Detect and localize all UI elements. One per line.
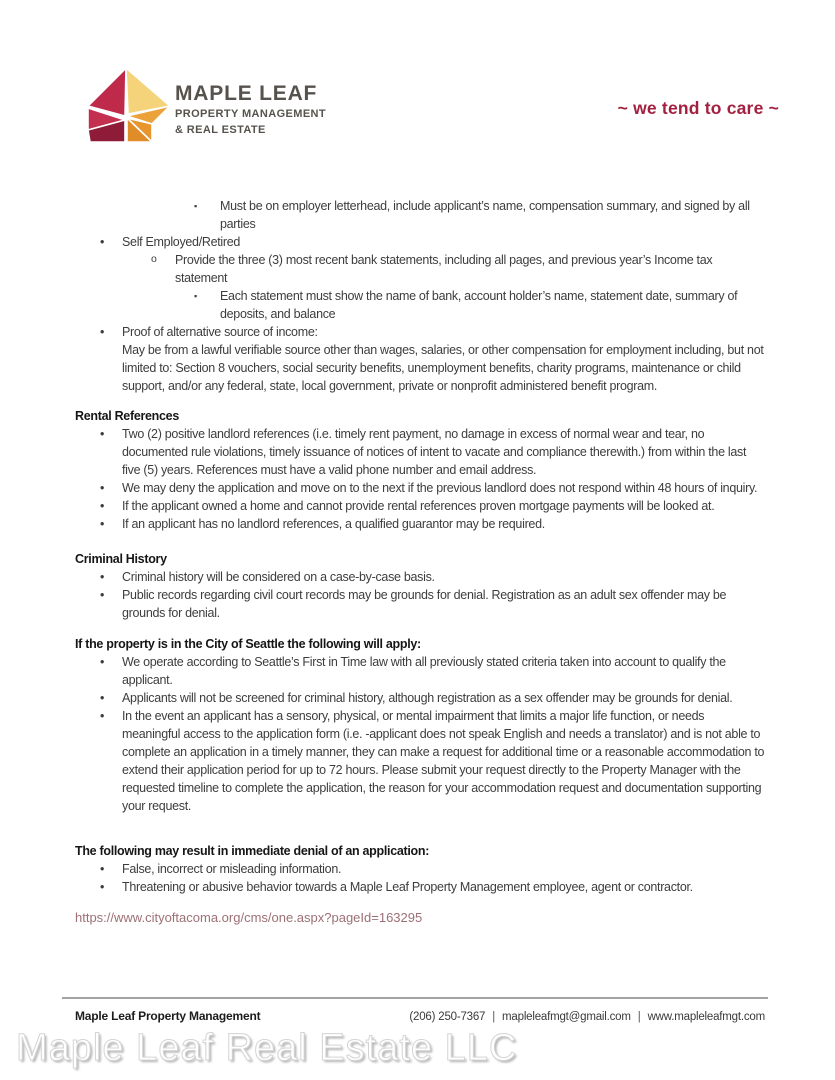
brand-subtitle-1: PROPERTY MANAGEMENT [175,108,327,120]
section-heading-city-of-seattle: If the property is in the City of Seattle the following will apply: [75,637,421,651]
brand-name: MAPLE LEAF [175,82,318,105]
list-item: o Provide the three (3) most recent bank statements, including all pages, and previous year’s Income tax statement [75,251,765,287]
footer-contact [409,1011,765,1023]
city-of-tacoma-link[interactable]: https://www.cityoftacoma.org/cms/one.aspx?pageId=163295 [75,910,423,925]
list-item: • Two (2) positive landlord references (i.e. timely rent payment, no damage in excess of normal wear and tear, no documented rule violations, timely issuance of notices of intent to vacate and compliance therewith.) from within the last five (5) years. References must have a valid phone number and email address. [75,425,765,479]
footer-separator: | [637,1011,641,1023]
list-item: • Public records regarding civil court records may be grounds for denial. Registration as an adult sex offender may be grounds for denial. [75,586,765,622]
list-item: ▪ Must be on employer letterhead, include applicant’s name, compensation summary, and signed by all parties [75,197,765,233]
watermark-text: Maple Leaf Real Estate LLC [16,1027,518,1069]
list-item: • Threatening or abusive behavior towards a Maple Leaf Property Management employee, agent or contractor. [75,878,765,896]
footer-divider [62,997,768,999]
section-heading-criminal-history: Criminal History [75,552,167,566]
brand-subtitle-2: & REAL ESTATE [175,124,266,136]
document-body [75,197,765,927]
brand-tagline: ~ we tend to care ~ [617,98,779,118]
list-item: • In the event an applicant has a sensory, physical, or mental impairment that limits a major life function, or needs meaningful access to the application form (i.e. -applicant does not speak English and needs a translator) and is not able to complete an application in a timely manner, they can make a request for additional time or a reasonable accommodation to extend their application period for up to 72 hours. Please submit your request directly to the Property Manager with the requested timeline to complete the application, the reason for your accommodation request and documentation supporting your request. [75,707,765,815]
list-item: • Applicants will not be screened for criminal history, although registration as a sex offender may be grounds for denial. [75,689,765,707]
list-item: • Criminal history will be considered on a case-by-case basis. [75,568,765,586]
footer-phone: (206) 250-7367 [409,1011,486,1023]
list-item: • If the applicant owned a home and cannot provide rental references proven mortgage payments will be looked at. [75,497,765,515]
footer-website: www.mapleleafmgt.com [647,1011,765,1023]
footer-company: Maple Leaf Property Management [75,1009,261,1023]
section-heading-rental-references: Rental References [75,409,179,423]
list-item: • We operate according to Seattle’s First in Time law with all previously stated criteria taken into account to qualify the applicant. [75,653,765,689]
list-item: ▪ Each statement must show the name of bank, account holder’s name, statement date, summary of deposits, and balance [75,287,765,323]
list-item: • False, incorrect or misleading information. [75,860,765,878]
list-item-continuation: May be from a lawful verifiable source other than wages, salaries, or other compensation for employment including, but not limited to: Section 8 vouchers, social security benefits, unemployment benefits, charity programs, maintenance or child support, and/or any federal, state, local government, private or nonprofit administered benefit program. [122,343,764,393]
list-item: • We may deny the application and move on to the next if the previous landlord does not respond within 48 hours of inquiry. [75,479,765,497]
brand-text-block [175,83,326,136]
footer-email: mapleleafmgt@gmail.com [502,1011,631,1023]
footer-separator: | [492,1011,496,1023]
list-item: • If an applicant has no landlord references, a qualified guarantor may be required. [75,515,765,533]
list-item: • Self Employed/Retired [75,233,765,251]
list-item: • Proof of alternative source of income: [75,323,765,341]
maple-leaf-house-logo-icon [82,64,174,144]
section-heading-immediate-denial: The following may result in immediate denial of an application: [75,844,430,858]
